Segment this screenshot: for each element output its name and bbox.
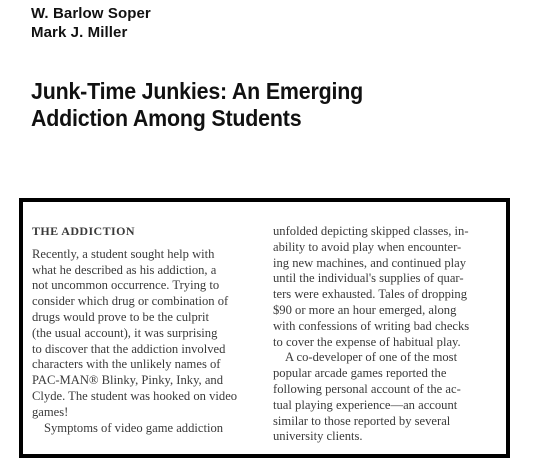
text-line: university clients. [273, 429, 363, 444]
text-line: PAC-MAN® Blinky, Pinky, Inky, and [32, 373, 224, 388]
text-line: characters with the unlikely names of [32, 357, 221, 372]
text-line: what he described as his addiction, a [32, 262, 217, 277]
text-line: to discover that the addiction involved [32, 341, 226, 356]
text-line: not uncommon occurrence. Trying to [32, 278, 220, 293]
text-line: drugs would prove to be the culprit [32, 309, 209, 324]
title-line: Junk-Time Junkies: An Emerging [31, 78, 363, 104]
text-line: ability to avoid play when encounter- [273, 239, 462, 254]
text-line: Recently, a student sought help with [32, 246, 215, 261]
text-line: until the individual's supplies of quar- [273, 271, 464, 286]
left-column [32, 224, 254, 436]
text-line: Symptoms of video game addiction [44, 420, 224, 435]
text-line: games! [32, 404, 69, 419]
text-line: similar to those reported by several [273, 413, 451, 428]
author-name: W. Barlow Soper [31, 5, 151, 22]
text-line: (the usual account), it was surprising [32, 325, 218, 340]
authors-block [31, 4, 151, 42]
text-line: Clyde. The student was hooked on video [32, 388, 238, 403]
text-line: tual playing experience—an account [273, 397, 458, 412]
text-line: to cover the expense of habitual play. [273, 334, 461, 349]
text-line: unfolded depicting skipped classes, in- [273, 224, 469, 238]
text-line: A co-developer of one of the most [285, 350, 458, 365]
right-column [273, 224, 495, 445]
article-title [31, 78, 363, 132]
text-line: following personal account of the ac- [273, 381, 461, 396]
text-line: popular arcade games reported the [273, 366, 447, 381]
text-line: ing new machines, and continued play [273, 255, 467, 270]
excerpt-box [19, 198, 510, 458]
text-line: consider which drug or combination of [32, 294, 229, 309]
text-line: $90 or more an hour emerged, along [273, 302, 457, 317]
title-line: Addiction Among Students [31, 105, 302, 131]
author-name: Mark J. Miller [31, 24, 128, 41]
text-line: with confessions of writing bad checks [273, 318, 470, 333]
text-line: ters were exhausted. Tales of dropping [273, 287, 468, 302]
section-heading: THE ADDICTION [32, 224, 135, 238]
